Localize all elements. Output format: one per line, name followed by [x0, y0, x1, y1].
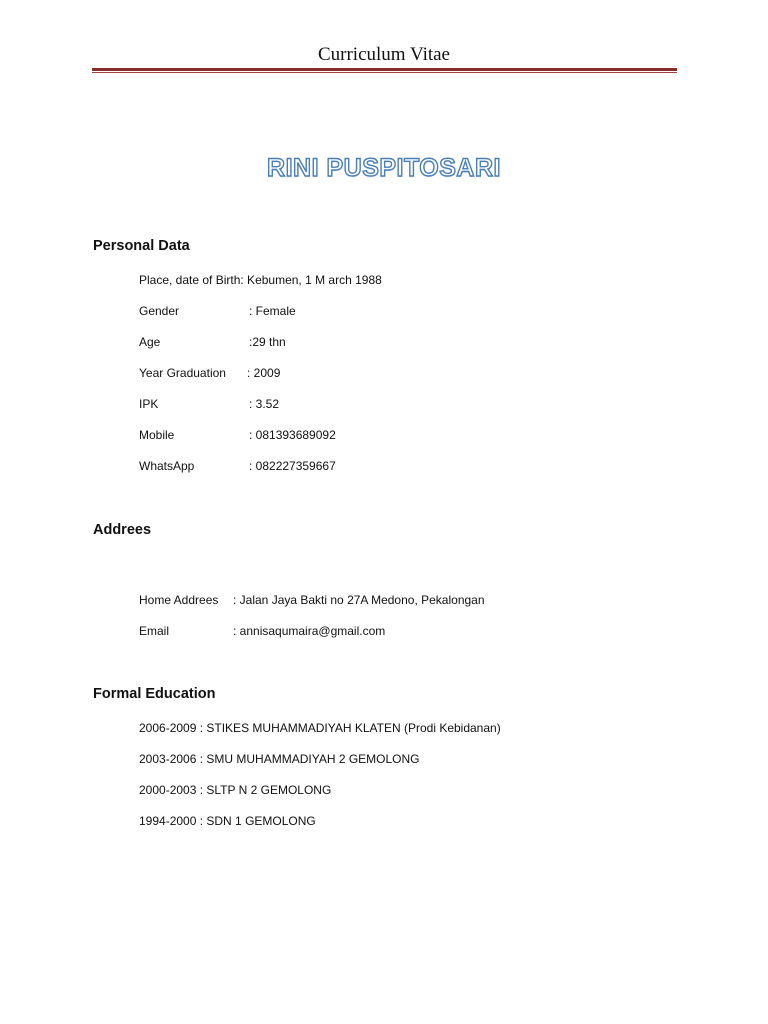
- birth-text: Place, date of Birth: Kebumen, 1 M arch 1988: [139, 273, 382, 287]
- whatsapp-label: WhatsApp: [139, 459, 195, 473]
- education-item: 2003-2006 : SMU MUHAMMADIYAH 2 GEMOLONG: [139, 752, 420, 766]
- mobile-row: [139, 428, 336, 442]
- whatsapp-value: : 082227359667: [249, 459, 336, 473]
- mobile-label: Mobile: [139, 428, 175, 442]
- ipk-row: [139, 397, 279, 411]
- email-value: : annisaqumaira@gmail.com: [233, 624, 386, 638]
- education-item: 1994-2000 : SDN 1 GEMOLONG: [139, 814, 316, 828]
- education-item: 2000-2003 : SLTP N 2 GEMOLONG: [139, 783, 332, 797]
- email-label: Email: [139, 624, 170, 638]
- address-heading: Addrees: [93, 522, 152, 538]
- candidate-name: RINI PUSPITOSARI: [267, 154, 501, 182]
- document-title: Curriculum Vitae: [317, 44, 450, 65]
- ipk-value: : 3.52: [249, 397, 280, 411]
- age-label: Age: [139, 335, 161, 349]
- header-divider-thin: [92, 72, 677, 73]
- ipk-label: IPK: [139, 397, 159, 411]
- whatsapp-row: [139, 459, 336, 473]
- personal-data-heading: Personal Data: [93, 238, 190, 254]
- header-divider: [92, 68, 677, 74]
- year-graduation-row: [139, 366, 280, 380]
- age-row: [139, 335, 286, 349]
- home-address-label: Home Addrees: [139, 593, 219, 607]
- education-item: 2006-2009 : STIKES MUHAMMADIYAH KLATEN (Prodi Kebidanan): [139, 721, 501, 735]
- year-graduation-label: Year Graduation: [139, 366, 226, 380]
- email-row: [139, 624, 385, 638]
- year-graduation-value: : 2009: [247, 366, 281, 380]
- header-divider-thick: [92, 68, 677, 71]
- gender-value: : Female: [249, 304, 296, 318]
- mobile-value: : 081393689092: [249, 428, 336, 442]
- education-heading: Formal Education: [93, 686, 216, 702]
- home-address-value: : Jalan Jaya Bakti no 27A Medono, Pekalongan: [233, 593, 485, 607]
- birth-row: [139, 273, 382, 287]
- age-value: :29 thn: [249, 335, 286, 349]
- home-address-row: [139, 593, 485, 607]
- gender-row: [139, 304, 296, 318]
- gender-label: Gender: [139, 304, 180, 318]
